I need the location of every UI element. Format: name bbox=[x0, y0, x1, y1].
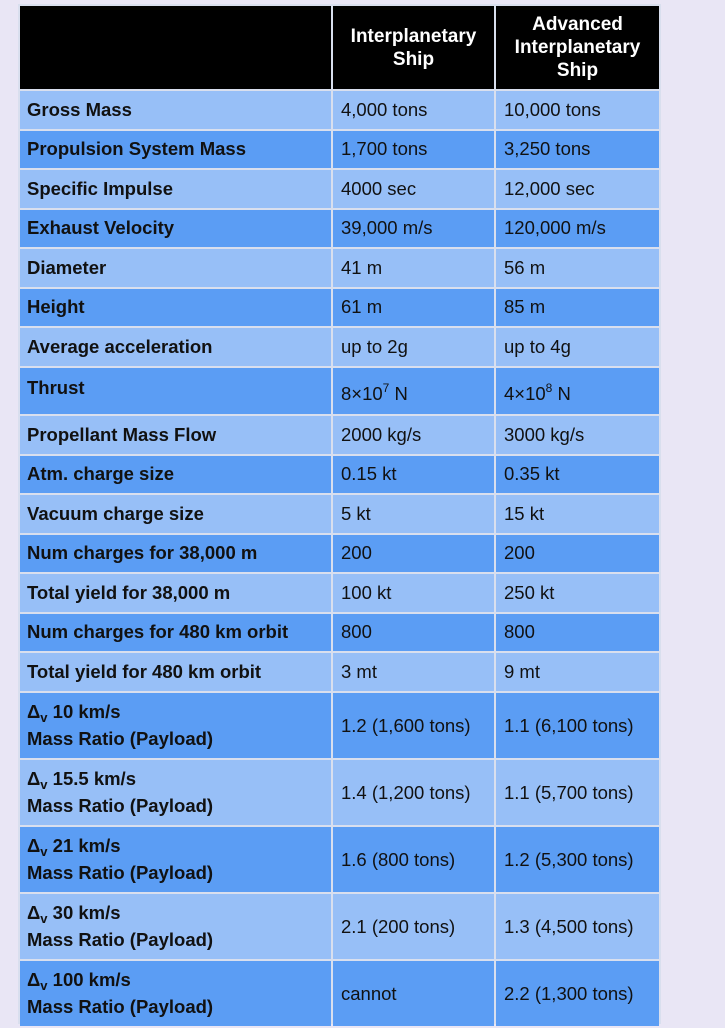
cell-advanced bbox=[496, 368, 659, 415]
delta-v-label bbox=[20, 961, 331, 1026]
delta-v-speed: 21 km/s bbox=[52, 835, 121, 856]
delta-symbol: Δ bbox=[27, 902, 41, 923]
cell-advanced: 3,250 tons bbox=[496, 131, 659, 169]
cell-advanced: 800 bbox=[496, 614, 659, 652]
cell-advanced: 200 bbox=[496, 535, 659, 573]
cell-interplanetary: 4000 sec bbox=[333, 170, 494, 208]
cell-advanced: 3000 kg/s bbox=[496, 416, 659, 454]
header-row bbox=[20, 6, 659, 89]
row-label: Propellant Mass Flow bbox=[20, 416, 331, 454]
delta-v-heading bbox=[27, 899, 323, 926]
comparison-table bbox=[18, 4, 661, 1028]
cell-advanced: 85 m bbox=[496, 289, 659, 327]
delta-symbol: Δ bbox=[27, 969, 41, 990]
delta-symbol: Δ bbox=[27, 835, 41, 856]
cell-interplanetary: 200 bbox=[333, 535, 494, 573]
mass-ratio-label: Mass Ratio (Payload) bbox=[27, 728, 214, 749]
table-row bbox=[20, 91, 659, 129]
thrust-base: 4×10 bbox=[504, 382, 546, 404]
row-label: Height bbox=[20, 289, 331, 327]
cell-interplanetary: 100 kt bbox=[333, 574, 494, 612]
delta-v-heading bbox=[27, 698, 323, 725]
delta-v-label bbox=[20, 760, 331, 825]
cell-interplanetary: 2.1 (200 tons) bbox=[333, 894, 494, 959]
row-label: Diameter bbox=[20, 249, 331, 287]
delta-v-heading bbox=[27, 966, 323, 993]
cell-interplanetary: 5 kt bbox=[333, 495, 494, 533]
row-label: Vacuum charge size bbox=[20, 495, 331, 533]
header-interplanetary-ship: Interplanetary Ship bbox=[333, 6, 494, 89]
cell-advanced: 1.3 (4,500 tons) bbox=[496, 894, 659, 959]
table-row bbox=[20, 574, 659, 612]
delta-v-row bbox=[20, 760, 659, 825]
thrust-exponent: 7 bbox=[382, 380, 390, 395]
cell-interplanetary: up to 2g bbox=[333, 328, 494, 366]
cell-interplanetary: 61 m bbox=[333, 289, 494, 327]
cell-interplanetary: 1,700 tons bbox=[333, 131, 494, 169]
cell-advanced: up to 4g bbox=[496, 328, 659, 366]
mass-ratio-label: Mass Ratio (Payload) bbox=[27, 862, 214, 883]
delta-v-heading bbox=[27, 765, 323, 792]
thrust-unit: N bbox=[394, 382, 408, 404]
header-corner bbox=[20, 6, 331, 89]
delta-v-label bbox=[20, 827, 331, 892]
table-panel bbox=[18, 4, 661, 1024]
cell-advanced: 0.35 kt bbox=[496, 456, 659, 494]
cell-interplanetary: 3 mt bbox=[333, 653, 494, 691]
table-row bbox=[20, 170, 659, 208]
table-row bbox=[20, 249, 659, 287]
cell-advanced: 250 kt bbox=[496, 574, 659, 612]
cell-advanced: 56 m bbox=[496, 249, 659, 287]
delta-v-heading bbox=[27, 832, 323, 859]
row-label: Num charges for 480 km orbit bbox=[20, 614, 331, 652]
table-row bbox=[20, 495, 659, 533]
cell-interplanetary: 4,000 tons bbox=[333, 91, 494, 129]
delta-symbol: Δ bbox=[27, 768, 41, 789]
cell-interplanetary: 1.4 (1,200 tons) bbox=[333, 760, 494, 825]
mass-ratio-label: Mass Ratio (Payload) bbox=[27, 996, 214, 1017]
row-label: Gross Mass bbox=[20, 91, 331, 129]
cell-advanced: 12,000 sec bbox=[496, 170, 659, 208]
delta-v-row bbox=[20, 961, 659, 1026]
cell-interplanetary: cannot bbox=[333, 961, 494, 1026]
row-label: Specific Impulse bbox=[20, 170, 331, 208]
cell-advanced: 2.2 (1,300 tons) bbox=[496, 961, 659, 1026]
delta-v-label bbox=[20, 693, 331, 758]
mass-ratio-label: Mass Ratio (Payload) bbox=[27, 929, 214, 950]
cell-interplanetary bbox=[333, 368, 494, 415]
row-label: Total yield for 480 km orbit bbox=[20, 653, 331, 691]
cell-interplanetary: 1.2 (1,600 tons) bbox=[333, 693, 494, 758]
delta-subscript: v bbox=[40, 844, 48, 859]
thrust-base: 8×10 bbox=[341, 382, 383, 404]
delta-v-row bbox=[20, 894, 659, 959]
table-row bbox=[20, 210, 659, 248]
table-row bbox=[20, 368, 659, 415]
row-label: Average acceleration bbox=[20, 328, 331, 366]
table-row bbox=[20, 328, 659, 366]
cell-advanced: 1.2 (5,300 tons) bbox=[496, 827, 659, 892]
delta-v-row bbox=[20, 827, 659, 892]
mass-ratio-label: Mass Ratio (Payload) bbox=[27, 795, 214, 816]
row-label: Propulsion System Mass bbox=[20, 131, 331, 169]
delta-v-speed: 10 km/s bbox=[52, 701, 121, 722]
cell-interplanetary: 41 m bbox=[333, 249, 494, 287]
table-row bbox=[20, 289, 659, 327]
delta-v-speed: 15.5 km/s bbox=[52, 768, 136, 789]
table-row bbox=[20, 456, 659, 494]
delta-v-row bbox=[20, 693, 659, 758]
cell-advanced: 120,000 m/s bbox=[496, 210, 659, 248]
row-label: Total yield for 38,000 m bbox=[20, 574, 331, 612]
cell-advanced: 10,000 tons bbox=[496, 91, 659, 129]
cell-advanced: 15 kt bbox=[496, 495, 659, 533]
delta-subscript: v bbox=[40, 710, 48, 725]
delta-v-speed: 100 km/s bbox=[52, 969, 131, 990]
thrust-unit: N bbox=[557, 382, 571, 404]
table-row bbox=[20, 614, 659, 652]
delta-v-speed: 30 km/s bbox=[52, 902, 121, 923]
cell-advanced: 1.1 (6,100 tons) bbox=[496, 693, 659, 758]
table-row bbox=[20, 653, 659, 691]
cell-advanced: 1.1 (5,700 tons) bbox=[496, 760, 659, 825]
table-row bbox=[20, 416, 659, 454]
cell-interplanetary: 800 bbox=[333, 614, 494, 652]
cell-advanced: 9 mt bbox=[496, 653, 659, 691]
delta-subscript: v bbox=[40, 777, 48, 792]
cell-interplanetary: 39,000 m/s bbox=[333, 210, 494, 248]
delta-subscript: v bbox=[40, 911, 48, 926]
cell-interplanetary: 1.6 (800 tons) bbox=[333, 827, 494, 892]
delta-v-label bbox=[20, 894, 331, 959]
thrust-exponent: 8 bbox=[545, 380, 553, 395]
delta-symbol: Δ bbox=[27, 701, 41, 722]
row-label: Atm. charge size bbox=[20, 456, 331, 494]
row-label: Exhaust Velocity bbox=[20, 210, 331, 248]
row-label: Thrust bbox=[20, 368, 331, 415]
cell-interplanetary: 0.15 kt bbox=[333, 456, 494, 494]
delta-subscript: v bbox=[40, 978, 48, 993]
table-row bbox=[20, 535, 659, 573]
table-row bbox=[20, 131, 659, 169]
header-advanced-interplanetary-ship: Advanced Interplanetary Ship bbox=[496, 6, 659, 89]
cell-interplanetary: 2000 kg/s bbox=[333, 416, 494, 454]
row-label: Num charges for 38,000 m bbox=[20, 535, 331, 573]
